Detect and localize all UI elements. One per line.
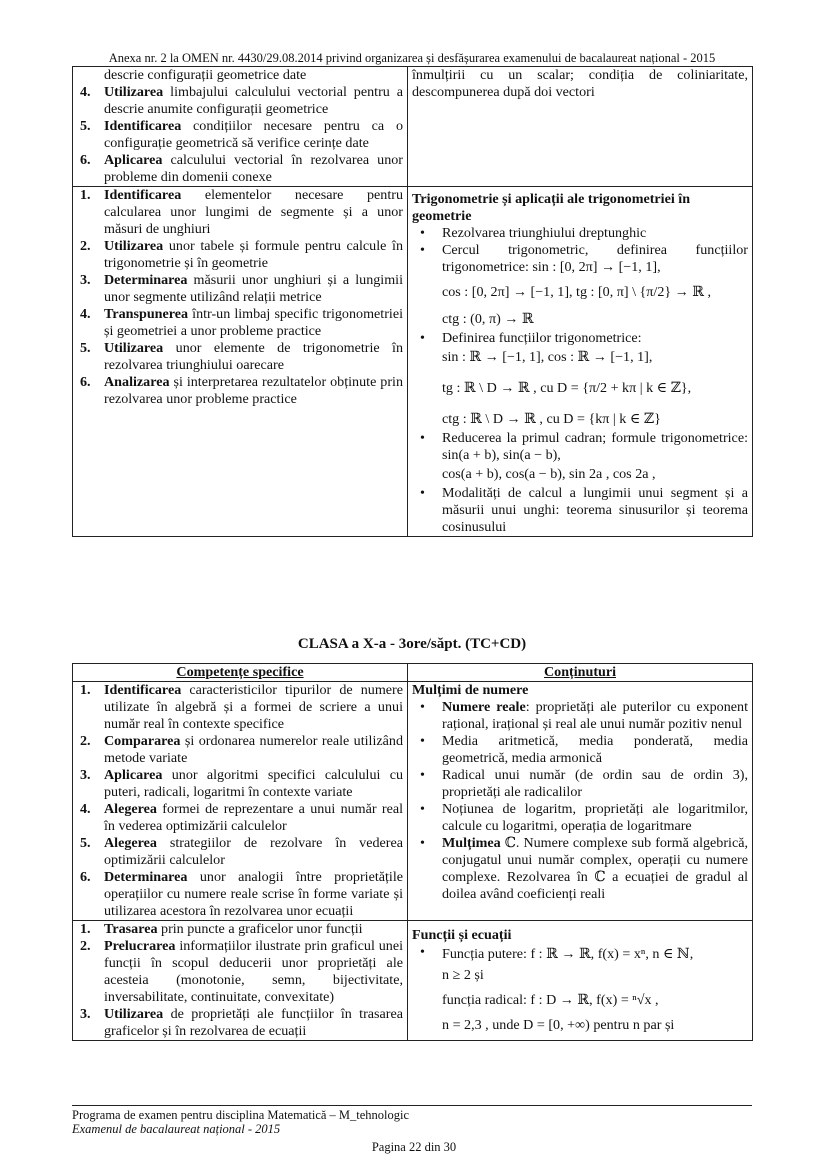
competences-cell [73,682,408,921]
column-header-competences: Competențe specifice [73,664,408,682]
item-text: formei de reprezentare a unui număr real în vederea optimizării calculelor [104,801,403,834]
curriculum-table-1 [72,66,753,537]
item-keyword: Compararea [104,733,181,749]
footer-rule [72,1105,752,1106]
item-text: ℂ. Numere complexe sub formă algebrică, conjugatul unui număr complex, operații cu numere complexe. Rezolvarea în ℂ a ecuației de gradul al doilea având coeficienți reali [442,835,748,902]
competence-item [77,67,403,84]
item-text: și ordonarea numerelor reale utilizând metode variate [104,733,403,766]
item-number: 4. [80,306,91,322]
item-number: 1. [80,921,91,937]
item-text: unor elemente de trigonometrie în rezolvarea triunghiului oarecare [104,340,403,373]
contents-list [412,225,748,536]
competence-item [77,306,403,340]
item-text: unor analogii între proprietățile operațiilor cu numere reale scrise în forme variate și utilizarea acestora în rezolvarea unor ecuații [104,869,403,919]
list-item [412,835,748,903]
table-row [73,921,753,1041]
item-number: 1. [80,682,91,698]
item-text: Definirea funcțiilor trigonometrice: [442,330,642,346]
footer-program: Programa de examen pentru disciplina Matematică – M_tehnologic [72,1108,410,1122]
formula: ctg : ℝ \ D → ℝ , cu D = {kπ | k ∈ ℤ} [442,411,661,427]
formula: tg : ℝ \ D → ℝ , cu D = {π/2 + kπ | k ∈ ℤ}, [442,380,692,396]
list-item [412,485,748,536]
item-number: 1. [80,187,91,203]
contents-cell [408,67,753,187]
item-keyword: Aplicarea [104,152,163,168]
section-title: Mulțimi de numere [412,682,529,698]
item-number: 5. [80,340,91,356]
table-row [73,682,753,921]
competence-item [77,938,403,1006]
competence-item [77,801,403,835]
competence-item [77,152,403,186]
formula: funcția radical: f : D → ℝ, f(x) = ⁿ√x , [442,992,659,1008]
competence-item [77,767,403,801]
formula: cos(a + b), cos(a − b), sin 2a , cos 2a , [442,466,656,482]
competences-cell [73,67,408,187]
item-keyword: Alegerea [104,801,157,817]
contents-text: înmulțirii cu un scalar; condiția de coliniaritate, descompunerea după doi vectori [412,67,748,100]
curriculum-table-2 [72,663,753,1041]
item-text: unor tabele și formule pentru calcule în trigonometrie și în geometrie [104,238,403,271]
item-text: : proprietăți ale puterilor cu exponent rațional, irațional și real ale unui număr pozitiv nenul [442,699,748,732]
contents-list [412,944,748,1036]
item-keyword: Identificarea [104,682,182,698]
formula: n = 2,3 , unde D = [0, +∞) pentru n par și [442,1017,675,1033]
list-item [412,699,748,733]
item-text: Cercul trigonometric, definirea funcțiilor trigonometrice: sin : [0, 2π] → [−1, 1], [442,242,748,275]
item-number: 3. [80,767,91,783]
class-title: CLASA a X-a - 3ore/săpt. (TC+CD) [297,636,527,652]
item-text: prin puncte a graficelor unor funcții [157,921,363,937]
item-text: calculului vectorial în rezolvarea unor probleme din domenii conexe [104,152,403,185]
competence-item [77,84,403,118]
item-text: informațiilor ilustrate prin graficul unei funcții în scopul deducerii unor proprietăți ale acesteia (monotonie, semn, bijectivitate, inversabilitate, continuitate, convexitate) [104,938,403,1005]
list-item [412,767,748,801]
contents-list [412,699,748,903]
item-text: strategiilor de rezolvare în vederea optimizării calculelor [104,835,403,868]
competence-item [77,238,403,272]
item-keyword: Utilizarea [104,1006,164,1022]
item-text: într-un limbaj specific trigonometriei și geometriei a unor probleme practice [104,306,403,339]
table-row [73,67,753,187]
competence-item [77,869,403,920]
section-title: Funcții și ecuații [412,927,512,943]
competence-item [77,682,403,733]
list-item [412,330,748,430]
item-text: și interpretarea rezultatelor obținute prin rezolvarea unor probleme practice [104,374,403,407]
item-text: măsurii unor unghiuri și a lungimii unor segmente utilizând relații metrice [104,272,403,305]
item-text: limbajului calculului vectorial pentru a descrie anumite configurații geometrice [104,84,403,117]
item-number: 3. [80,1006,91,1022]
formula: • Funcția putere: f : ℝ → ℝ, f(x) = xⁿ, n ∈ ℕ, [442,946,694,962]
item-keyword: Numere reale [442,699,526,715]
item-keyword: Identificarea [104,118,182,134]
item-number: 5. [80,118,91,134]
item-text: Radical unui număr (de ordin sau de ordin 3), proprietăți ale radicalilor [442,767,748,800]
competence-item [77,835,403,869]
list-item [412,225,748,242]
item-number: 2. [80,938,91,954]
list-item [412,242,748,330]
competence-item [77,272,403,306]
item-number: 4. [80,84,91,100]
formula: sin : ℝ → [−1, 1], cos : ℝ → [−1, 1], [442,349,653,365]
item-keyword: Determinarea [104,272,188,288]
contents-cell [408,921,753,1041]
item-text: Rezolvarea triunghiului dreptunghic [442,225,647,241]
item-number: 6. [80,374,91,390]
contents-cell [408,682,753,921]
item-keyword: Alegerea [104,835,157,851]
competence-item [77,733,403,767]
competence-item [77,1006,403,1040]
item-text: Noțiunea de logaritm, proprietăți ale logaritmilor, calcule cu logaritmi, operația de logaritmare [442,801,748,834]
item-number: 4. [80,801,91,817]
list-item [412,733,748,767]
item-text: condițiilor necesare pentru ca o configurație geometrică să verifice cerințe date [104,118,403,151]
item-text: unor algoritmi specifici calculului cu puteri, radicali, logaritmi în contexte variate [104,767,403,800]
item-number: 2. [80,238,91,254]
item-keyword: Analizarea [104,374,170,390]
table-header-row [73,664,753,682]
competences-cell [73,187,408,537]
item-text: de proprietăți ale funcțiilor în trasarea graficelor și în rezolvarea de ecuații [104,1006,403,1039]
list-item [412,944,748,1036]
formula: n ≥ 2 și [442,967,484,983]
item-keyword: Trasarea [104,921,158,937]
competence-item [77,921,403,938]
formula: ctg : (0, π) → ℝ [442,311,534,327]
page-header: Anexa nr. 2 la OMEN nr. 4430/29.08.2014 privind organizarea și desfășurarea examenului de bacalaureat național - 2015 [108,51,716,65]
item-keyword: Utilizarea [104,84,164,100]
competence-item [77,118,403,152]
contents-cell [408,187,753,537]
item-text: descrie configurații geometrice date [104,67,307,83]
list-item [412,801,748,835]
competences-cell [73,921,408,1041]
item-keyword: Aplicarea [104,767,163,783]
footer-exam: Examenul de bacalaureat național - 2015 [72,1122,281,1136]
list-item [412,430,748,485]
competence-list [77,67,403,186]
item-text: elementelor necesare pentru calcularea unor lungimi de segmente și a unor măsuri de unghiuri [104,187,403,237]
item-text: Modalități de calcul a lungimii unui segment și a măsurii unui unghi: teorema sinusurilor și teorema cosinusului [442,485,748,535]
competence-item [77,374,403,408]
item-number: 6. [80,152,91,168]
page-number: Pagina 22 din 30 [371,1140,457,1154]
competence-list [77,187,403,408]
item-keyword: Determinarea [104,869,188,885]
item-number: 6. [80,869,91,885]
item-keyword: Transpunerea [104,306,189,322]
item-keyword: Utilizarea [104,238,164,254]
item-number: 2. [80,733,91,749]
item-keyword: Prelucrarea [104,938,176,954]
item-keyword: Identificarea [104,187,182,203]
section-title: Trigonometrie și aplicații ale trigonometriei în geometrie [412,191,691,224]
table-row [73,187,753,537]
item-text: caracteristicilor tipurilor de numere utilizate în algebră și a formei de scriere a unui număr real în contexte specifice [104,682,403,732]
item-number: 3. [80,272,91,288]
formula: cos : [0, 2π] → [−1, 1], tg : [0, π] \ {π/2} → ℝ , [442,284,712,300]
item-keyword: Mulțimea [442,835,501,851]
competence-list [77,921,403,1040]
column-header-contents: Conținuturi [408,664,753,682]
item-text: Media aritmetică, media ponderată, media geometrică, media armonică [442,733,748,766]
item-text: Reducerea la primul cadran; formule trigonometrice: sin(a + b), sin(a − b), [442,430,748,463]
competence-list [77,682,403,920]
item-number: 5. [80,835,91,851]
competence-item [77,187,403,238]
competence-item [77,340,403,374]
item-keyword: Utilizarea [104,340,164,356]
